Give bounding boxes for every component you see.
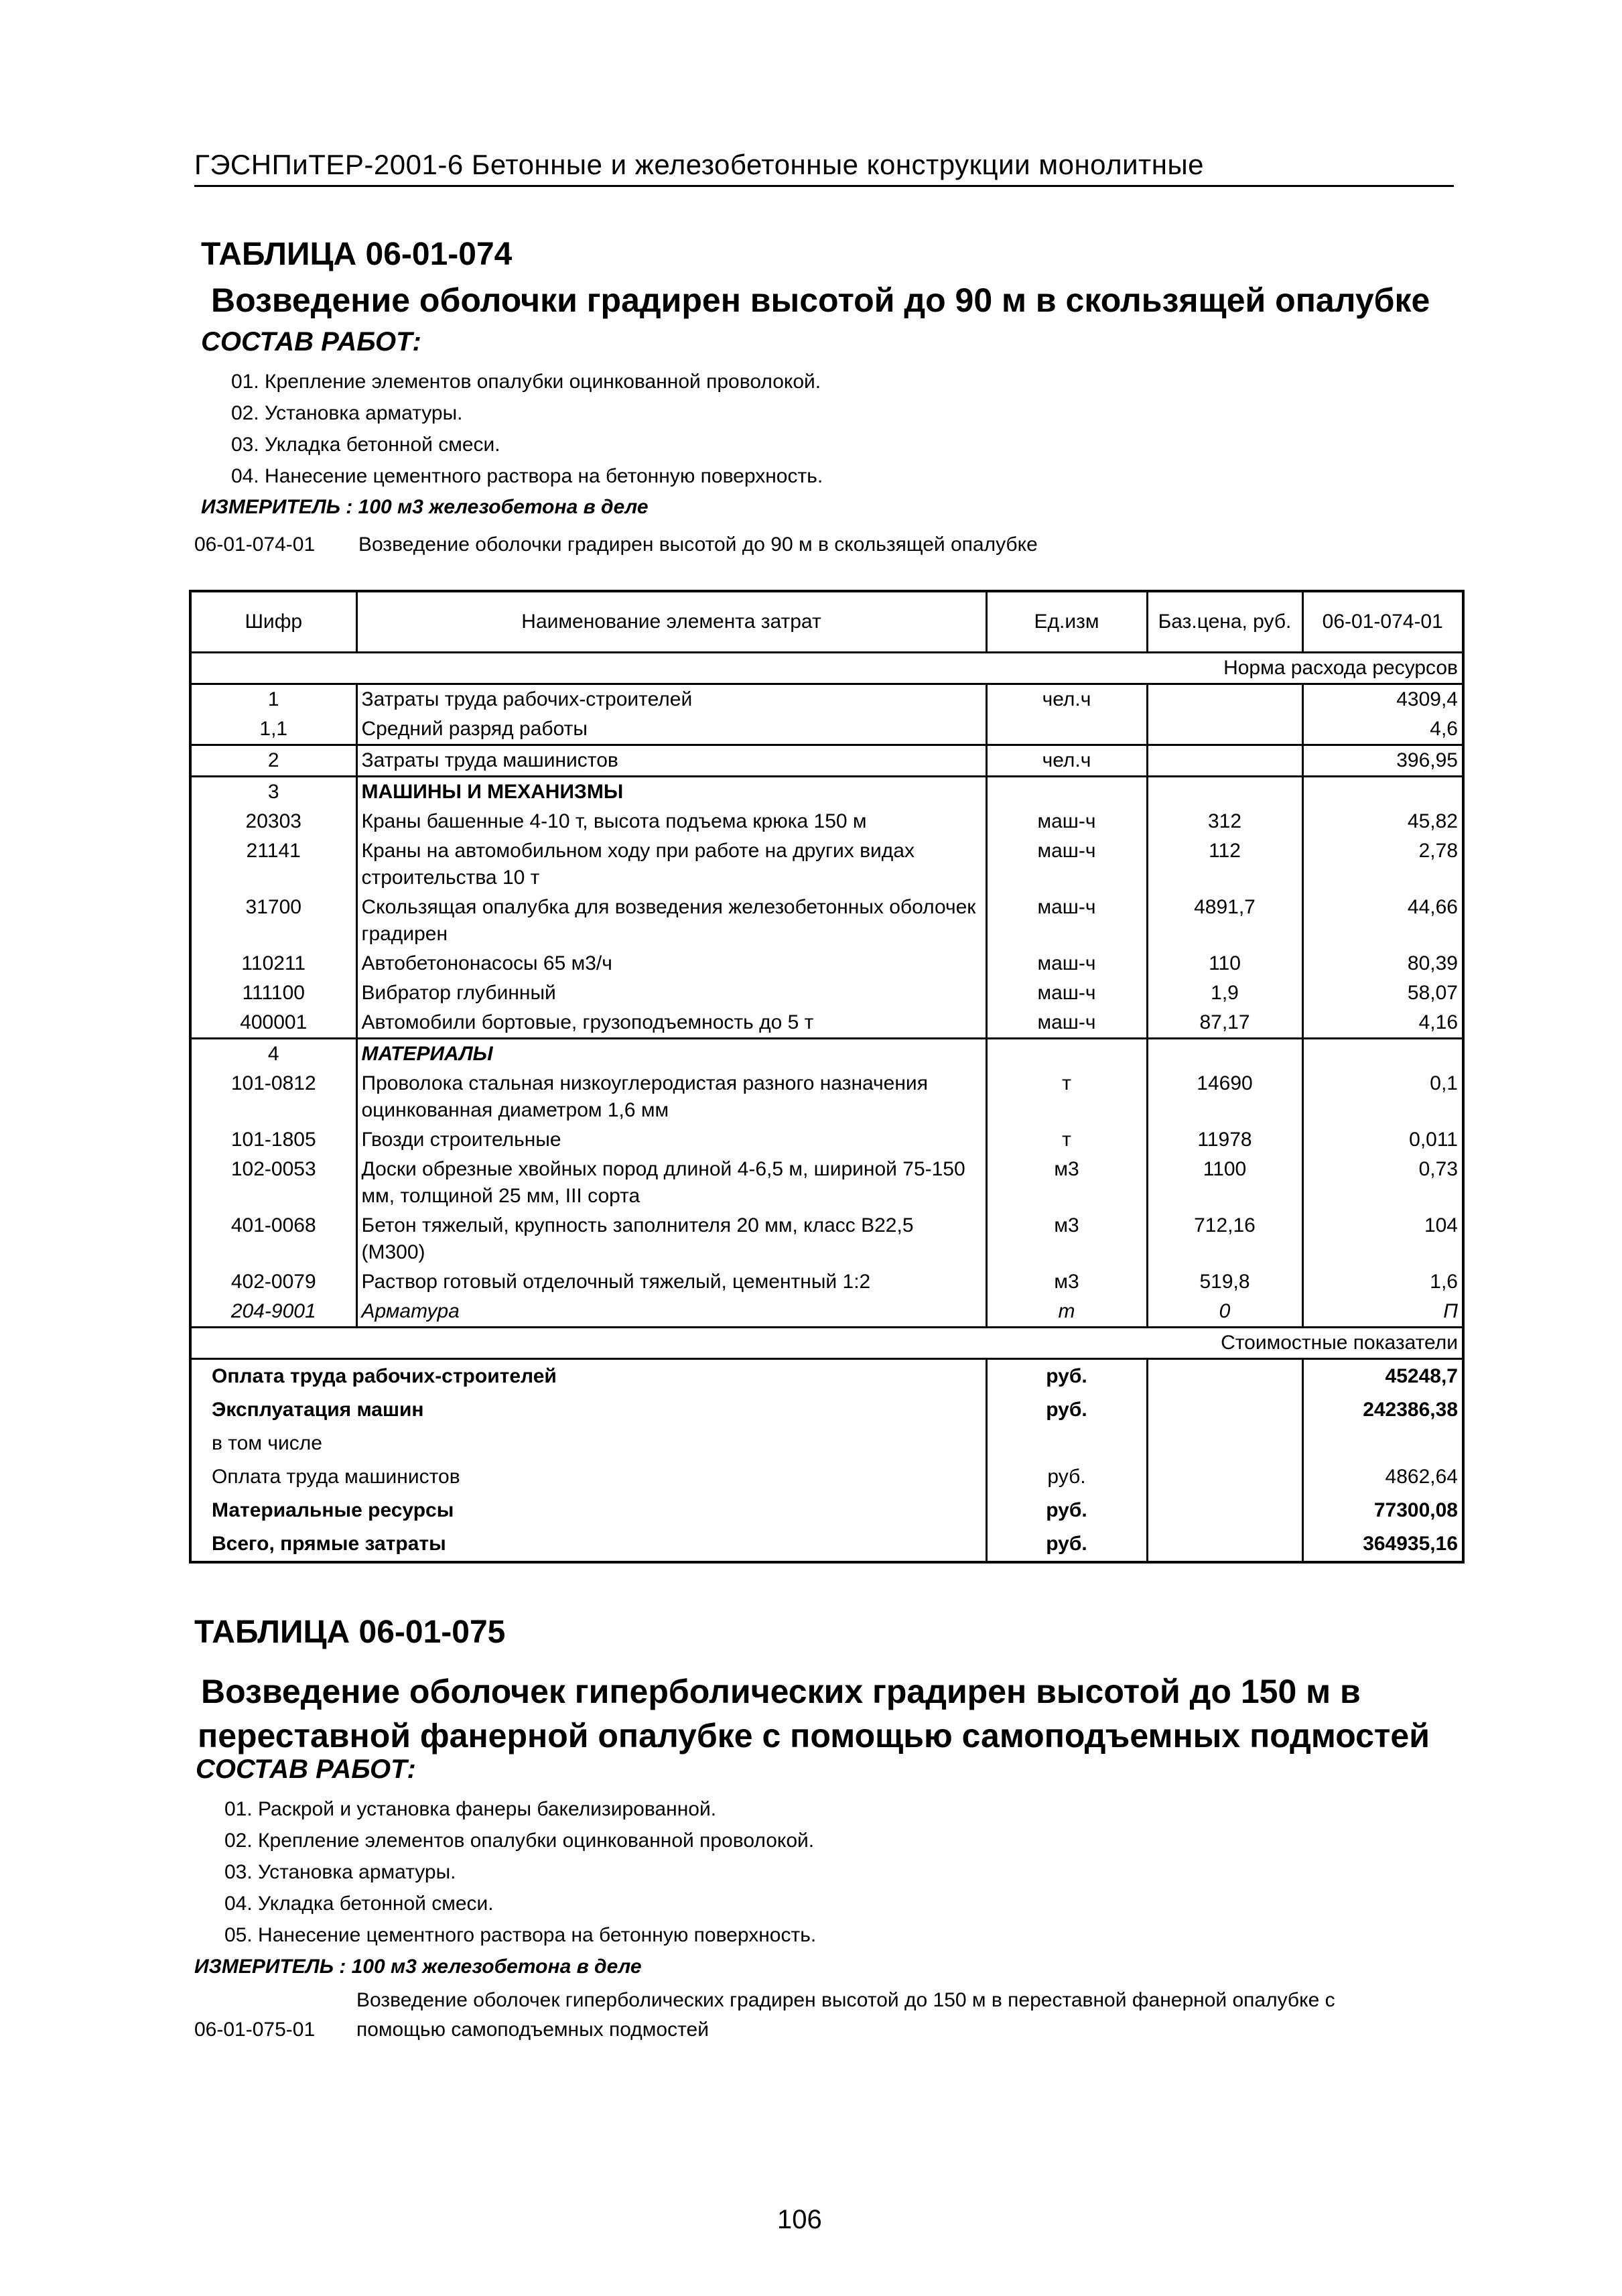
table1-code-description: Возведение оболочки градирен высотой до 90 м в скользящей опалубке [358, 533, 1038, 556]
table2-work-item: 01. Раскрой и установка фанеры бакелизированной. [224, 1798, 717, 1820]
table2-sostav-label: СОСТАВ РАБОТ: [196, 1755, 416, 1784]
table-header-row [190, 591, 1463, 653]
row-norm: 2,78 [1302, 836, 1463, 893]
total-row [190, 1393, 1463, 1427]
table-row [190, 1297, 1463, 1328]
section-name: МАШИНЫ И МЕХАНИЗМЫ [356, 777, 986, 808]
total-value: 242386,38 [1302, 1393, 1463, 1427]
table2-code-description-line2: помощью самоподъемных подмостей [356, 2019, 709, 2041]
table1-work-item: 03. Укладка бетонной смеси. [231, 434, 500, 456]
total-empty [1147, 1460, 1302, 1494]
total-value: 364935,16 [1302, 1527, 1463, 1562]
total-row [190, 1359, 1463, 1394]
row-unit [986, 1039, 1147, 1070]
row-name: Краны на автомобильном ходу при работе на других видах строительства 10 т [356, 836, 986, 893]
row-unit: чел.ч [986, 745, 1147, 777]
row-norm: 45,82 [1302, 807, 1463, 836]
total-unit: руб. [986, 1494, 1147, 1527]
table1-subtitle: Возведение оболочки градирен высотой до 90 м в скользящей опалубке [211, 281, 1430, 319]
row-code: 1,1 [190, 714, 356, 745]
row-price: 519,8 [1147, 1267, 1302, 1297]
table-row [190, 1155, 1463, 1211]
row-unit: м3 [986, 1267, 1147, 1297]
total-empty [1147, 1494, 1302, 1527]
row-name: Скользящая опалубка для возведения железобетонных оболочек градирен [356, 893, 986, 949]
row-code: 111100 [190, 978, 356, 1008]
table-row [190, 1211, 1463, 1267]
table2-title: ТАБЛИЦА 06-01-075 [194, 1614, 506, 1650]
row-norm: 80,39 [1302, 949, 1463, 978]
row-name: Затраты труда рабочих-строителей [356, 684, 986, 715]
row-code: 400001 [190, 1008, 356, 1039]
table1-code: 06-01-074-01 [194, 533, 316, 556]
row-norm: 0,1 [1302, 1069, 1463, 1125]
header-unit: Ед.изм [986, 591, 1147, 653]
total-name: Эксплуатация машин [190, 1393, 986, 1427]
header-price: Баз.цена, руб. [1147, 591, 1302, 653]
cost-subheader-row [190, 1328, 1463, 1359]
table-row [190, 893, 1463, 949]
row-price [1147, 714, 1302, 745]
row-price [1147, 1039, 1302, 1070]
table-row [190, 1069, 1463, 1125]
table-row [190, 745, 1463, 777]
row-code: 1 [190, 684, 356, 715]
table-row [190, 714, 1463, 745]
table2-code-description-line1: Возведение оболочек гиперболических градирен высотой до 150 м в переставной фанерной опалубке с [356, 1989, 1335, 2011]
total-unit: руб. [986, 1393, 1147, 1427]
table-row [190, 836, 1463, 893]
table1-work-item: 01. Крепление элементов опалубки оцинкованной проволокой. [231, 371, 821, 393]
row-norm: 4309,4 [1302, 684, 1463, 715]
table-row [190, 1125, 1463, 1155]
total-name: Материальные ресурсы [190, 1494, 986, 1527]
row-name: Бетон тяжелый, крупность заполнителя 20 мм, класс В22,5 (М300) [356, 1211, 986, 1267]
row-price: 1,9 [1147, 978, 1302, 1008]
total-empty [1147, 1359, 1302, 1394]
row-code: 102-0053 [190, 1155, 356, 1211]
table1-meter: ИЗМЕРИТЕЛЬ : 100 м3 железобетона в деле [201, 496, 649, 518]
row-name: Краны башенные 4-10 т, высота подъема крюка 150 м [356, 807, 986, 836]
total-name: Оплата труда машинистов [190, 1460, 986, 1494]
section-row [190, 777, 1463, 808]
table-row [190, 1267, 1463, 1297]
total-value: 77300,08 [1302, 1494, 1463, 1527]
total-unit: руб. [986, 1460, 1147, 1494]
row-price [1147, 777, 1302, 808]
row-price: 11978 [1147, 1125, 1302, 1155]
row-name: Арматура [356, 1297, 986, 1328]
row-code: 402-0079 [190, 1267, 356, 1297]
page-number: 106 [777, 2205, 822, 2234]
total-value [1302, 1427, 1463, 1460]
section-name: МАТЕРИАЛЫ [356, 1039, 986, 1070]
row-norm: 104 [1302, 1211, 1463, 1267]
row-price: 112 [1147, 836, 1302, 893]
row-norm: 4,6 [1302, 714, 1463, 745]
table2-subtitle-line2: переставной фанерной опалубке с помощью самоподъемных подмостей [198, 1717, 1430, 1755]
row-unit [986, 714, 1147, 745]
row-norm: 0,011 [1302, 1125, 1463, 1155]
row-price [1147, 684, 1302, 715]
total-row [190, 1494, 1463, 1527]
header-norm: 06-01-074-01 [1302, 591, 1463, 653]
row-code: 4 [190, 1039, 356, 1070]
table1-sostav-label: СОСТАВ РАБОТ: [201, 327, 421, 357]
row-norm [1302, 1039, 1463, 1070]
cost-subheader: Стоимостные показатели [190, 1328, 1463, 1359]
row-code: 21141 [190, 836, 356, 893]
row-norm: П [1302, 1297, 1463, 1328]
total-empty [1147, 1393, 1302, 1427]
table2-work-item: 05. Нанесение цементного раствора на бетонную поверхность. [224, 1924, 817, 1946]
row-norm: 4,16 [1302, 1008, 1463, 1039]
row-name: Затраты труда машинистов [356, 745, 986, 777]
row-unit: маш-ч [986, 807, 1147, 836]
row-norm: 396,95 [1302, 745, 1463, 777]
row-price: 712,16 [1147, 1211, 1302, 1267]
total-value: 45248,7 [1302, 1359, 1463, 1394]
total-row [190, 1460, 1463, 1494]
norm-subheader-row [190, 653, 1463, 684]
table2-subtitle-line1: Возведение оболочек гиперболических градирен высотой до 150 м в [201, 1673, 1361, 1710]
row-price: 312 [1147, 807, 1302, 836]
total-value: 4862,64 [1302, 1460, 1463, 1494]
row-norm: 1,6 [1302, 1267, 1463, 1297]
row-unit [986, 777, 1147, 808]
row-code: 20303 [190, 807, 356, 836]
table1-work-item: 04. Нанесение цементного раствора на бетонную поверхность. [231, 465, 823, 487]
row-name: Раствор готовый отделочный тяжелый, цементный 1:2 [356, 1267, 986, 1297]
row-code: 3 [190, 777, 356, 808]
row-unit: т [986, 1069, 1147, 1125]
total-name: Оплата труда рабочих-строителей [190, 1359, 986, 1394]
table-row [190, 684, 1463, 715]
row-code: 31700 [190, 893, 356, 949]
row-unit: маш-ч [986, 893, 1147, 949]
total-row [190, 1427, 1463, 1460]
row-name: Автомобили бортовые, грузоподъемность до 5 т [356, 1008, 986, 1039]
table2-work-item: 02. Крепление элементов опалубки оцинкованной проволокой. [224, 1830, 815, 1852]
header-code: Шифр [190, 591, 356, 653]
row-name: Проволока стальная низкоуглеродистая разного назначения оцинкованная диаметром 1,6 мм [356, 1069, 986, 1125]
row-price: 14690 [1147, 1069, 1302, 1125]
row-name: Автобетононасосы 65 м3/ч [356, 949, 986, 978]
total-empty [1147, 1527, 1302, 1562]
row-price: 1100 [1147, 1155, 1302, 1211]
table-row [190, 949, 1463, 978]
table1-work-item: 02. Установка арматуры. [231, 402, 463, 424]
row-code: 2 [190, 745, 356, 777]
row-price: 110 [1147, 949, 1302, 978]
row-unit: маш-ч [986, 836, 1147, 893]
table2-meter: ИЗМЕРИТЕЛЬ : 100 м3 железобетона в деле [194, 1956, 642, 1978]
row-unit: маш-ч [986, 1008, 1147, 1039]
row-code: 110211 [190, 949, 356, 978]
section-row [190, 1039, 1463, 1070]
total-empty [1147, 1427, 1302, 1460]
table1-title: ТАБЛИЦА 06-01-074 [201, 237, 513, 272]
table-row [190, 1008, 1463, 1039]
header-name: Наименование элемента затрат [356, 591, 986, 653]
table2-code: 06-01-075-01 [194, 2019, 316, 2041]
total-unit: руб. [986, 1359, 1147, 1394]
total-row [190, 1527, 1463, 1562]
row-unit: маш-ч [986, 978, 1147, 1008]
row-name: Доски обрезные хвойных пород длиной 4-6,5 м, шириной 75-150 мм, толщиной 25 мм, III сорта [356, 1155, 986, 1211]
row-price: 0 [1147, 1297, 1302, 1328]
total-unit [986, 1427, 1147, 1460]
row-norm [1302, 777, 1463, 808]
running-header: ГЭСНПиТЕР-2001-6 Бетонные и железобетонные конструкции монолитные [194, 149, 1454, 187]
row-code: 101-0812 [190, 1069, 356, 1125]
table2-work-item: 03. Установка арматуры. [224, 1861, 456, 1883]
row-price: 4891,7 [1147, 893, 1302, 949]
row-unit: чел.ч [986, 684, 1147, 715]
row-unit: м3 [986, 1155, 1147, 1211]
table2-work-item: 04. Укладка бетонной смеси. [224, 1893, 494, 1915]
row-unit: т [986, 1125, 1147, 1155]
row-code: 204-9001 [190, 1297, 356, 1328]
row-unit: маш-ч [986, 949, 1147, 978]
row-price: 87,17 [1147, 1008, 1302, 1039]
total-name: в том числе [190, 1427, 986, 1460]
resource-table [189, 590, 1465, 1564]
row-unit: м3 [986, 1211, 1147, 1267]
norm-subheader: Норма расхода ресурсов [190, 653, 1463, 684]
row-code: 401-0068 [190, 1211, 356, 1267]
table-row [190, 807, 1463, 836]
row-norm: 0,73 [1302, 1155, 1463, 1211]
row-name: Средний разряд работы [356, 714, 986, 745]
total-name: Всего, прямые затраты [190, 1527, 986, 1562]
total-unit: руб. [986, 1527, 1147, 1562]
row-price [1147, 745, 1302, 777]
table-row [190, 978, 1463, 1008]
row-unit: т [986, 1297, 1147, 1328]
row-code: 101-1805 [190, 1125, 356, 1155]
row-name: Гвозди строительные [356, 1125, 986, 1155]
row-norm: 44,66 [1302, 893, 1463, 949]
row-name: Вибратор глубинный [356, 978, 986, 1008]
row-norm: 58,07 [1302, 978, 1463, 1008]
